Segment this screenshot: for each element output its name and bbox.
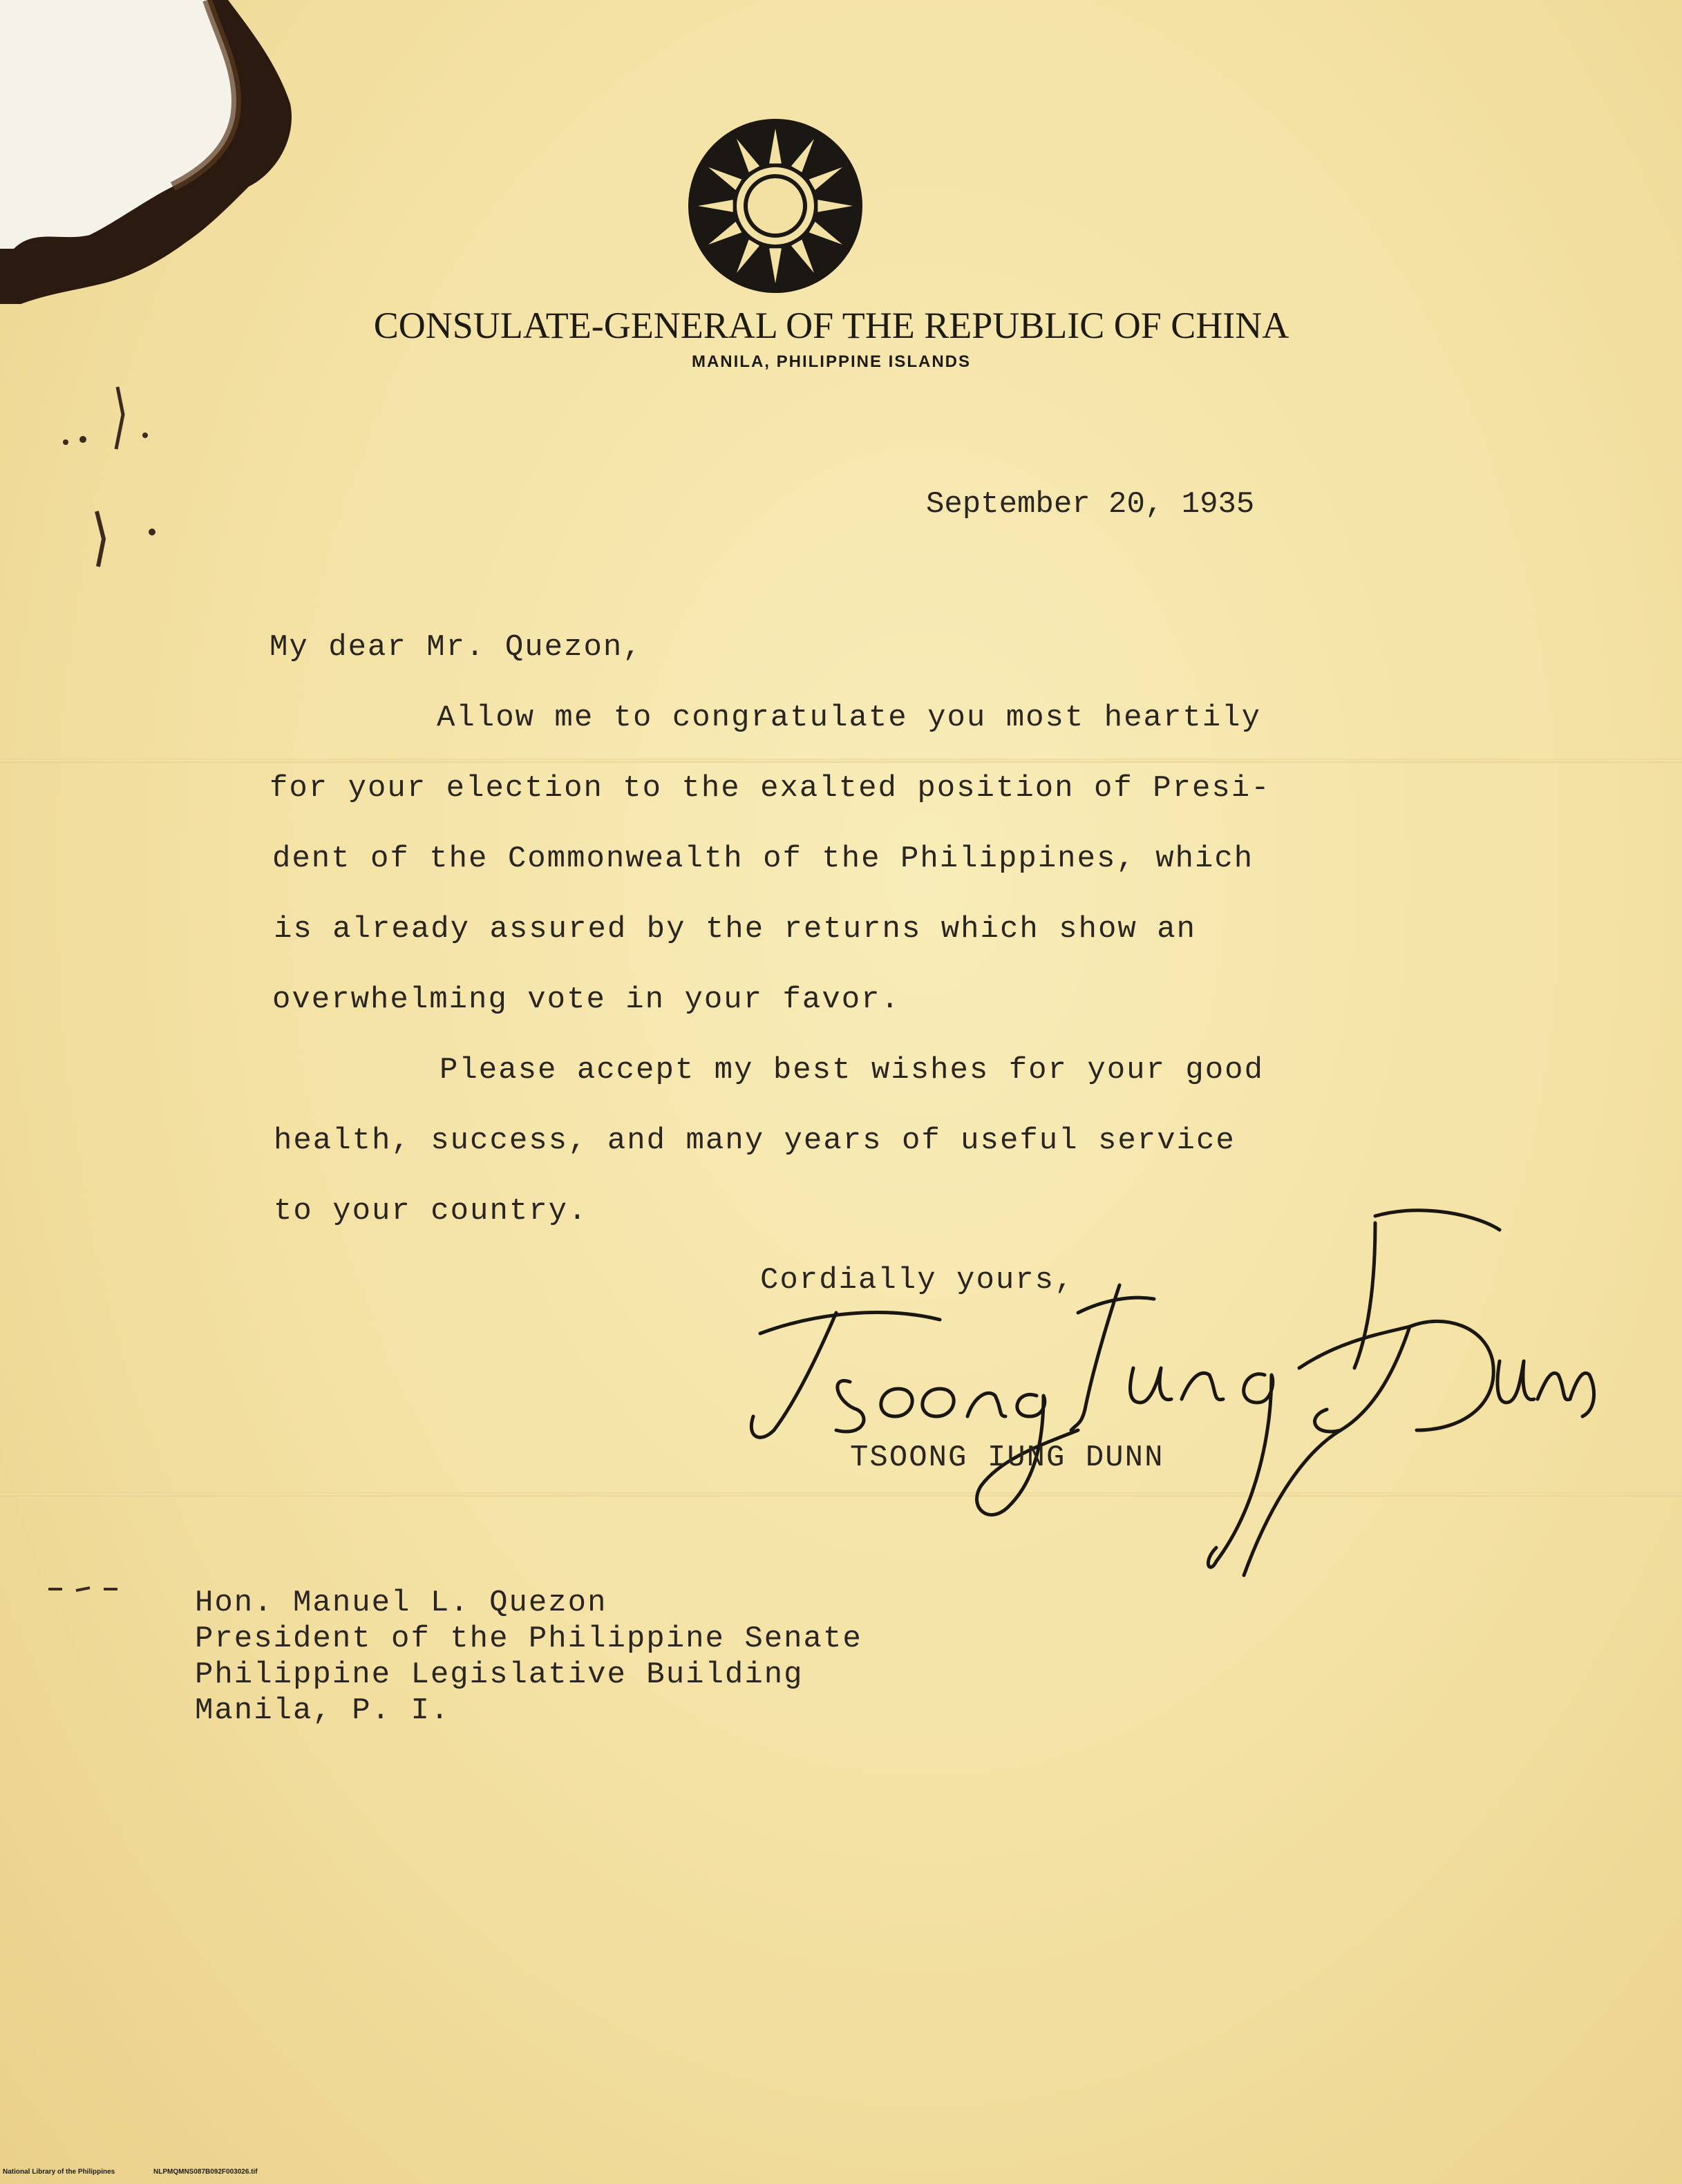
address-line: Hon. Manuel L. Quezon [195, 1586, 607, 1620]
body-line: to your country. [274, 1194, 588, 1228]
letter-date: September 20, 1935 [926, 487, 1255, 522]
body-line: for your election to the exalted position of Presi- [270, 771, 1271, 806]
archive-label: National Library of the Philippines [3, 2168, 115, 2176]
margin-marks [41, 373, 180, 1617]
blue-sky-white-sun-icon [687, 117, 864, 294]
body-line: overwhelming vote in your favor. [272, 982, 900, 1017]
signer-name: TSOONG IUNG DUNN [850, 1441, 1164, 1475]
letterhead-title: CONSULATE-GENERAL OF THE REPUBLIC OF CHINA [373, 305, 1289, 346]
address-line: Manila, P. I. [195, 1693, 451, 1728]
body-line: is already assured by the returns which show an [274, 912, 1197, 947]
file-id-label: NLPMQMNS087B092F003026.tif [153, 2168, 258, 2176]
fold-line-upper [0, 759, 1682, 763]
body-line: Allow me to congratulate you most heartily [437, 701, 1261, 735]
salutation: My dear Mr. Quezon, [270, 630, 643, 665]
body-line: Please accept my best wishes for your good [440, 1053, 1264, 1088]
body-line: dent of the Commonwealth of the Philippines, which [272, 842, 1254, 876]
address-line: President of the Philippine Senate [195, 1622, 862, 1656]
burn-damage-icon [0, 0, 318, 304]
address-line: Philippine Legislative Building [195, 1658, 804, 1692]
handwritten-signature [733, 1202, 1603, 1589]
body-line: health, success, and many years of useful service [274, 1123, 1236, 1158]
letterhead-subtitle: MANILA, PHILIPPINE ISLANDS [691, 352, 972, 371]
closing: Cordially yours, [760, 1263, 1075, 1298]
